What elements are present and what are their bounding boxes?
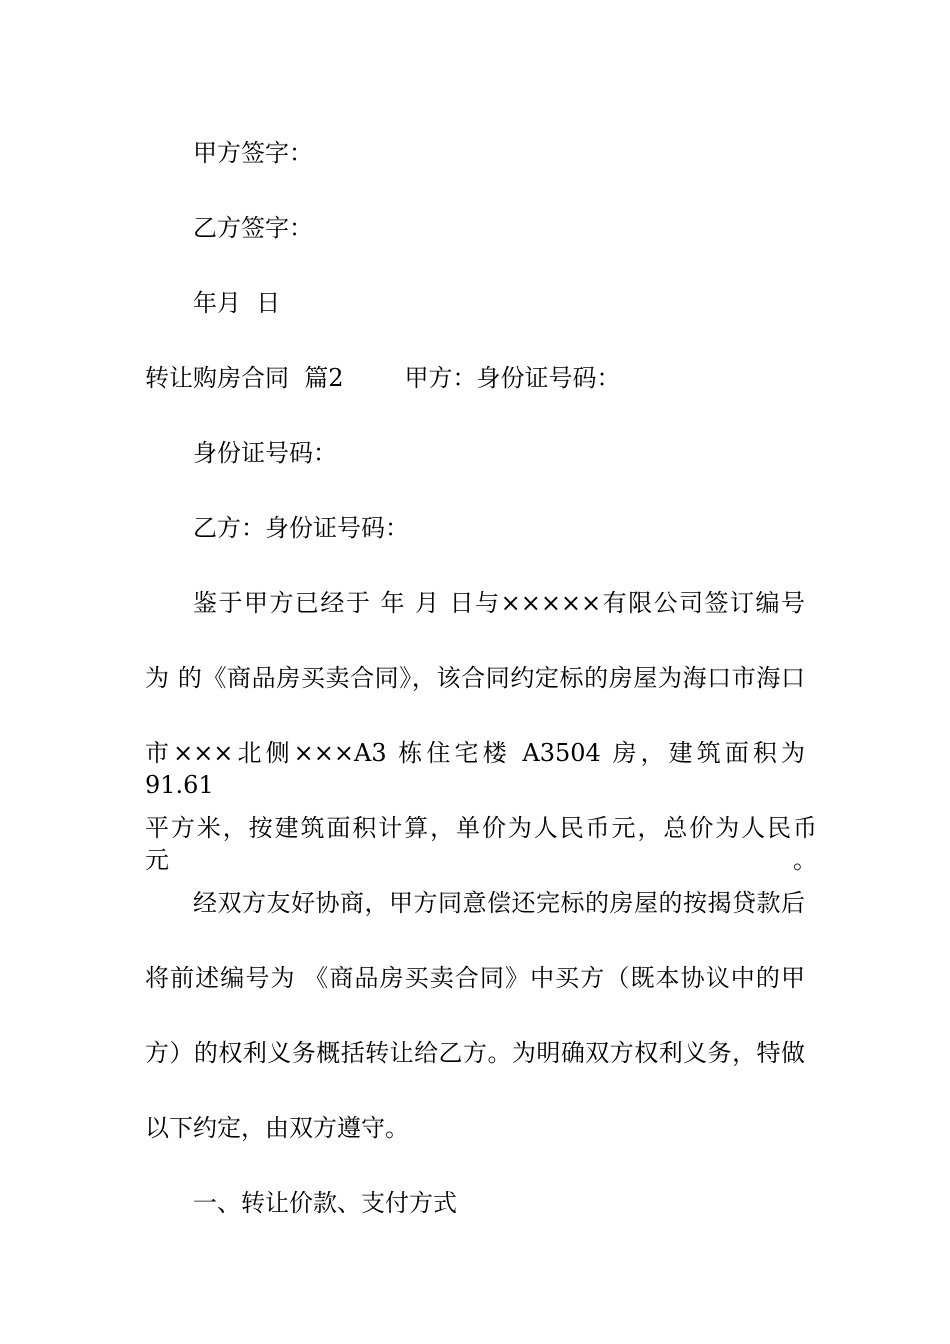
contract-title-line: 转让购房合同 篇2 甲方：身份证号码： [145,364,621,392]
paragraph-1-line-3: 市×××北侧×××A3 栋住宅楼 A3504 房，建筑面积为 91.61 [145,739,805,799]
paragraph-2-line-1: 经双方友好协商，甲方同意偿还完标的房屋的按揭贷款后 [193,889,805,917]
date-line: 年月 日 [193,289,281,317]
party-b-id-line: 乙方：身份证号码： [193,514,409,542]
paragraph-1-line-2: 为 的《商品房买卖合同》，该合同约定标的房屋为海口市海口 [145,664,805,692]
paragraph-1-line-1: 鉴于甲方已经于 年 月 日与×××××有限公司签订编号 [193,589,805,617]
id-number-line: 身份证号码： [193,439,337,467]
party-a-signature-line: 甲方签字： [193,139,313,167]
paragraph-2-line-2: 将前述编号为 《商品房买卖合同》中买方（既本协议中的甲 [145,964,805,992]
paragraph-2-line-4: 以下约定，由双方遵守。 [145,1114,409,1142]
paragraph-1-line-4: 平方米，按建筑面积计算，单价为人民币元，总价为人民币 元。 [145,814,817,874]
party-b-signature-line: 乙方签字： [193,214,313,242]
section-heading-1: 一、转让价款、支付方式 [193,1189,457,1217]
paragraph-2-line-3: 方）的权利义务概括转让给乙方。为明确双方权利义务，特做 [145,1039,805,1067]
